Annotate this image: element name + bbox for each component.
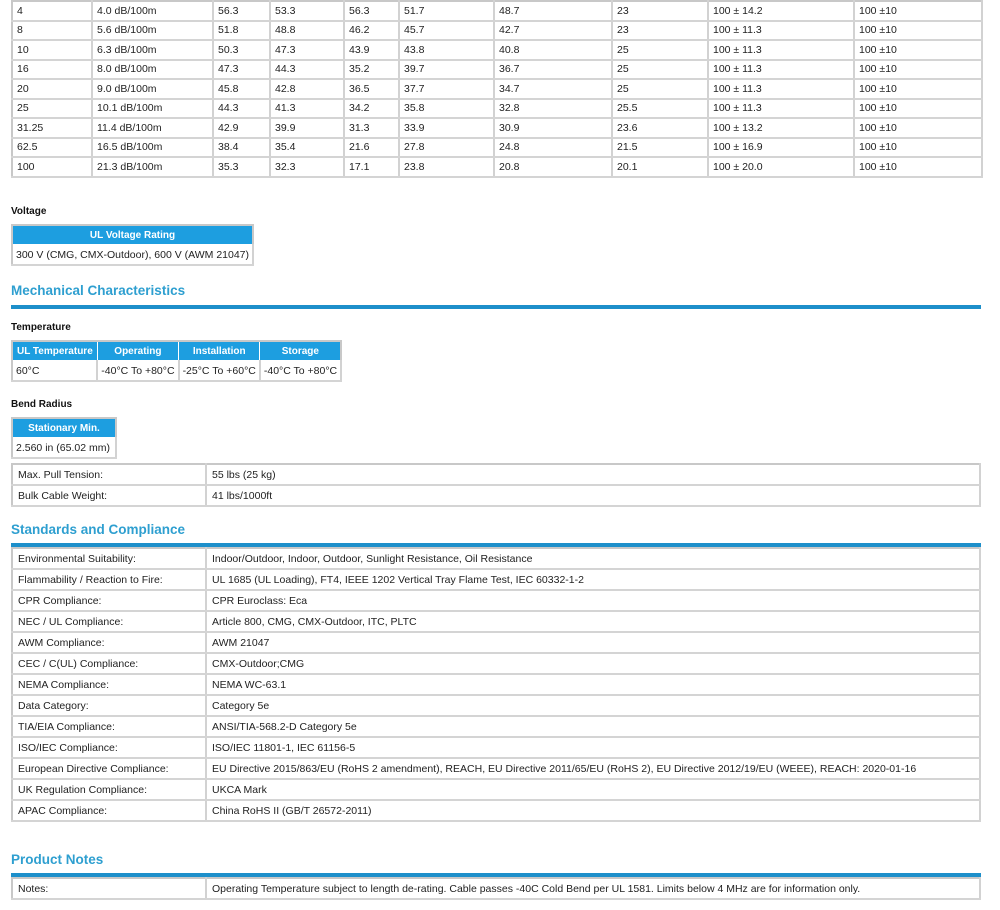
attenuation-cell: 100 ± 11.3 <box>708 40 854 60</box>
attenuation-cell: 62.5 <box>12 138 92 158</box>
attenuation-cell: 30.9 <box>494 118 612 138</box>
mechanical-title: Mechanical Characteristics <box>11 283 186 298</box>
attenuation-cell: 37.7 <box>399 79 494 99</box>
voltage-table <box>11 224 254 266</box>
attenuation-cell: 100 ± 14.2 <box>708 1 854 21</box>
attenuation-cell: 23.8 <box>399 157 494 177</box>
standards-title: Standards and Compliance <box>11 522 186 537</box>
standards-row-value: CMX-Outdoor;CMG <box>206 653 980 674</box>
attenuation-cell: 35.2 <box>344 60 399 80</box>
attenuation-cell: 100 ± 20.0 <box>708 157 854 177</box>
attenuation-cell: 11.4 dB/100m <box>92 118 213 138</box>
mechanical-prop-row-key: Bulk Cable Weight: <box>12 485 206 506</box>
attenuation-cell: 25.5 <box>612 99 708 119</box>
attenuation-cell: 47.3 <box>213 60 270 80</box>
voltage-header: UL Voltage Rating <box>12 225 253 245</box>
attenuation-row <box>12 79 982 99</box>
temperature-header-storage: Storage <box>260 341 342 361</box>
standards-row <box>12 674 980 695</box>
standards-row <box>12 800 980 821</box>
attenuation-cell: 20 <box>12 79 92 99</box>
attenuation-cell: 45.7 <box>399 21 494 41</box>
standards-row <box>12 779 980 800</box>
attenuation-cell: 100 ±10 <box>854 99 982 119</box>
standards-row-key: Environmental Suitability: <box>12 548 206 569</box>
standards-row <box>12 695 980 716</box>
standards-row-value: Category 5e <box>206 695 980 716</box>
attenuation-cell: 45.8 <box>213 79 270 99</box>
attenuation-cell: 21.5 <box>612 138 708 158</box>
attenuation-cell: 17.1 <box>344 157 399 177</box>
attenuation-cell: 25 <box>612 60 708 80</box>
attenuation-cell: 100 <box>12 157 92 177</box>
attenuation-cell: 25 <box>12 99 92 119</box>
temperature-header-ul: UL Temperature <box>12 341 97 361</box>
attenuation-cell: 43.9 <box>344 40 399 60</box>
attenuation-cell: 43.8 <box>399 40 494 60</box>
standards-row <box>12 716 980 737</box>
mechanical-prop-row-key: Max. Pull Tension: <box>12 464 206 485</box>
standards-row <box>12 758 980 779</box>
attenuation-cell: 100 ±10 <box>854 1 982 21</box>
attenuation-cell: 56.3 <box>344 1 399 21</box>
mechanical-prop-row-value: 41 lbs/1000ft <box>206 485 980 506</box>
attenuation-cell: 100 ± 11.3 <box>708 79 854 99</box>
standards-row-value: China RoHS II (GB/T 26572-2011) <box>206 800 980 821</box>
attenuation-cell: 21.3 dB/100m <box>92 157 213 177</box>
attenuation-cell: 6.3 dB/100m <box>92 40 213 60</box>
attenuation-cell: 16 <box>12 60 92 80</box>
temperature-value-storage: -40°C To +80°C <box>260 361 342 382</box>
attenuation-cell: 50.3 <box>213 40 270 60</box>
standards-row-value: Article 800, CMG, CMX-Outdoor, ITC, PLTC <box>206 611 980 632</box>
attenuation-cell: 21.6 <box>344 138 399 158</box>
standards-row-value: Indoor/Outdoor, Indoor, Outdoor, Sunlight Resistance, Oil Resistance <box>206 548 980 569</box>
attenuation-cell: 35.8 <box>399 99 494 119</box>
attenuation-cell: 51.8 <box>213 21 270 41</box>
standards-row <box>12 653 980 674</box>
attenuation-cell: 51.7 <box>399 1 494 21</box>
bend-radius-header: Stationary Min. <box>12 418 116 438</box>
standards-row-key: CPR Compliance: <box>12 590 206 611</box>
standards-row <box>12 611 980 632</box>
attenuation-row <box>12 118 982 138</box>
temperature-header-operating: Operating <box>97 341 178 361</box>
product-notes-table <box>11 877 981 900</box>
attenuation-row <box>12 157 982 177</box>
voltage-value: 300 V (CMG, CMX-Outdoor), 600 V (AWM 21047) <box>12 245 253 266</box>
mechanical-prop-row <box>12 464 980 485</box>
temperature-header-installation: Installation <box>179 341 260 361</box>
attenuation-cell: 100 ± 16.9 <box>708 138 854 158</box>
attenuation-cell: 100 ±10 <box>854 21 982 41</box>
bend-radius-value: 2.560 in (65.02 mm) <box>12 438 116 459</box>
attenuation-cell: 100 ±10 <box>854 40 982 60</box>
attenuation-cell: 42.7 <box>494 21 612 41</box>
standards-row <box>12 737 980 758</box>
attenuation-cell: 100 ±10 <box>854 60 982 80</box>
mechanical-props-table <box>11 463 981 507</box>
standards-row-value: NEMA WC-63.1 <box>206 674 980 695</box>
attenuation-cell: 46.2 <box>344 21 399 41</box>
attenuation-cell: 24.8 <box>494 138 612 158</box>
attenuation-cell: 32.3 <box>270 157 344 177</box>
standards-row-value: EU Directive 2015/863/EU (RoHS 2 amendment), REACH, EU Directive 2011/65/EU (RoHS 2), EU Directive 2012/19/EU (WEEE), REACH: 2020-01-16 <box>206 758 980 779</box>
standards-row <box>12 548 980 569</box>
attenuation-cell: 48.8 <box>270 21 344 41</box>
attenuation-row <box>12 60 982 80</box>
attenuation-row <box>12 1 982 21</box>
attenuation-cell: 39.7 <box>399 60 494 80</box>
standards-row-value: UL 1685 (UL Loading), FT4, IEEE 1202 Vertical Tray Flame Test, IEC 60332-1-2 <box>206 569 980 590</box>
attenuation-cell: 42.9 <box>213 118 270 138</box>
attenuation-cell: 100 ±10 <box>854 118 982 138</box>
attenuation-row <box>12 138 982 158</box>
attenuation-cell: 10.1 dB/100m <box>92 99 213 119</box>
attenuation-cell: 100 ±10 <box>854 138 982 158</box>
attenuation-cell: 25 <box>612 79 708 99</box>
attenuation-cell: 23 <box>612 1 708 21</box>
attenuation-cell: 42.8 <box>270 79 344 99</box>
standards-row-value: AWM 21047 <box>206 632 980 653</box>
mechanical-prop-row <box>12 485 980 506</box>
attenuation-cell: 34.2 <box>344 99 399 119</box>
standards-row <box>12 569 980 590</box>
temperature-label: Temperature <box>11 322 71 333</box>
attenuation-cell: 23 <box>612 21 708 41</box>
standards-row-key: NEMA Compliance: <box>12 674 206 695</box>
standards-row-key: ISO/IEC Compliance: <box>12 737 206 758</box>
attenuation-cell: 4.0 dB/100m <box>92 1 213 21</box>
attenuation-cell: 25 <box>612 40 708 60</box>
temperature-value-ul: 60°C <box>12 361 97 382</box>
attenuation-cell: 100 ± 11.3 <box>708 21 854 41</box>
attenuation-cell: 16.5 dB/100m <box>92 138 213 158</box>
mechanical-prop-row-value: 55 lbs (25 kg) <box>206 464 980 485</box>
attenuation-cell: 31.25 <box>12 118 92 138</box>
attenuation-cell: 20.8 <box>494 157 612 177</box>
attenuation-cell: 100 ± 13.2 <box>708 118 854 138</box>
standards-row-value: ANSI/TIA-568.2-D Category 5e <box>206 716 980 737</box>
standards-row-key: AWM Compliance: <box>12 632 206 653</box>
attenuation-cell: 32.8 <box>494 99 612 119</box>
attenuation-cell: 5.6 dB/100m <box>92 21 213 41</box>
standards-row-key: CEC / C(UL) Compliance: <box>12 653 206 674</box>
notes-row-value: Operating Temperature subject to length de-rating. Cable passes -40C Cold Bend per UL 1581. Limits below 4 MHz are for information only. <box>206 878 980 899</box>
attenuation-cell: 39.9 <box>270 118 344 138</box>
attenuation-table-wrap <box>11 0 981 178</box>
attenuation-row <box>12 40 982 60</box>
attenuation-cell: 27.8 <box>399 138 494 158</box>
attenuation-cell: 53.3 <box>270 1 344 21</box>
attenuation-cell: 38.4 <box>213 138 270 158</box>
attenuation-cell: 44.3 <box>213 99 270 119</box>
attenuation-row <box>12 21 982 41</box>
attenuation-cell: 10 <box>12 40 92 60</box>
attenuation-cell: 34.7 <box>494 79 612 99</box>
standards-row-value: UKCA Mark <box>206 779 980 800</box>
attenuation-row <box>12 99 982 119</box>
attenuation-cell: 48.7 <box>494 1 612 21</box>
standards-row-value: ISO/IEC 11801-1, IEC 61156-5 <box>206 737 980 758</box>
standards-row-key: UK Regulation Compliance: <box>12 779 206 800</box>
attenuation-cell: 35.4 <box>270 138 344 158</box>
temperature-value-installation: -25°C To +60°C <box>179 361 260 382</box>
bend-radius-label: Bend Radius <box>11 399 73 410</box>
attenuation-cell: 8.0 dB/100m <box>92 60 213 80</box>
attenuation-cell: 56.3 <box>213 1 270 21</box>
attenuation-cell: 4 <box>12 1 92 21</box>
standards-row-key: APAC Compliance: <box>12 800 206 821</box>
attenuation-cell: 100 ± 11.3 <box>708 99 854 119</box>
standards-row-key: TIA/EIA Compliance: <box>12 716 206 737</box>
attenuation-cell: 100 ±10 <box>854 157 982 177</box>
attenuation-cell: 33.9 <box>399 118 494 138</box>
standards-row <box>12 590 980 611</box>
attenuation-cell: 41.3 <box>270 99 344 119</box>
standards-row-key: Data Category: <box>12 695 206 716</box>
attenuation-cell: 20.1 <box>612 157 708 177</box>
standards-row <box>12 632 980 653</box>
notes-row <box>12 878 980 899</box>
standards-row-key: European Directive Compliance: <box>12 758 206 779</box>
standards-row-key: NEC / UL Compliance: <box>12 611 206 632</box>
standards-table <box>11 547 981 822</box>
notes-row-key: Notes: <box>12 878 206 899</box>
attenuation-cell: 100 ±10 <box>854 79 982 99</box>
attenuation-cell: 40.8 <box>494 40 612 60</box>
attenuation-cell: 47.3 <box>270 40 344 60</box>
attenuation-cell: 36.5 <box>344 79 399 99</box>
attenuation-cell: 31.3 <box>344 118 399 138</box>
attenuation-cell: 36.7 <box>494 60 612 80</box>
temperature-value-operating: -40°C To +80°C <box>97 361 178 382</box>
product-notes-title: Product Notes <box>11 852 104 867</box>
attenuation-cell: 35.3 <box>213 157 270 177</box>
bend-radius-table <box>11 417 117 459</box>
attenuation-table <box>11 0 983 178</box>
mechanical-divider <box>11 305 981 309</box>
attenuation-cell: 23.6 <box>612 118 708 138</box>
attenuation-cell: 9.0 dB/100m <box>92 79 213 99</box>
attenuation-cell: 8 <box>12 21 92 41</box>
attenuation-cell: 100 ± 11.3 <box>708 60 854 80</box>
attenuation-cell: 44.3 <box>270 60 344 80</box>
standards-row-value: CPR Euroclass: Eca <box>206 590 980 611</box>
temperature-table <box>11 340 342 382</box>
voltage-label: Voltage <box>11 206 47 217</box>
standards-row-key: Flammability / Reaction to Fire: <box>12 569 206 590</box>
